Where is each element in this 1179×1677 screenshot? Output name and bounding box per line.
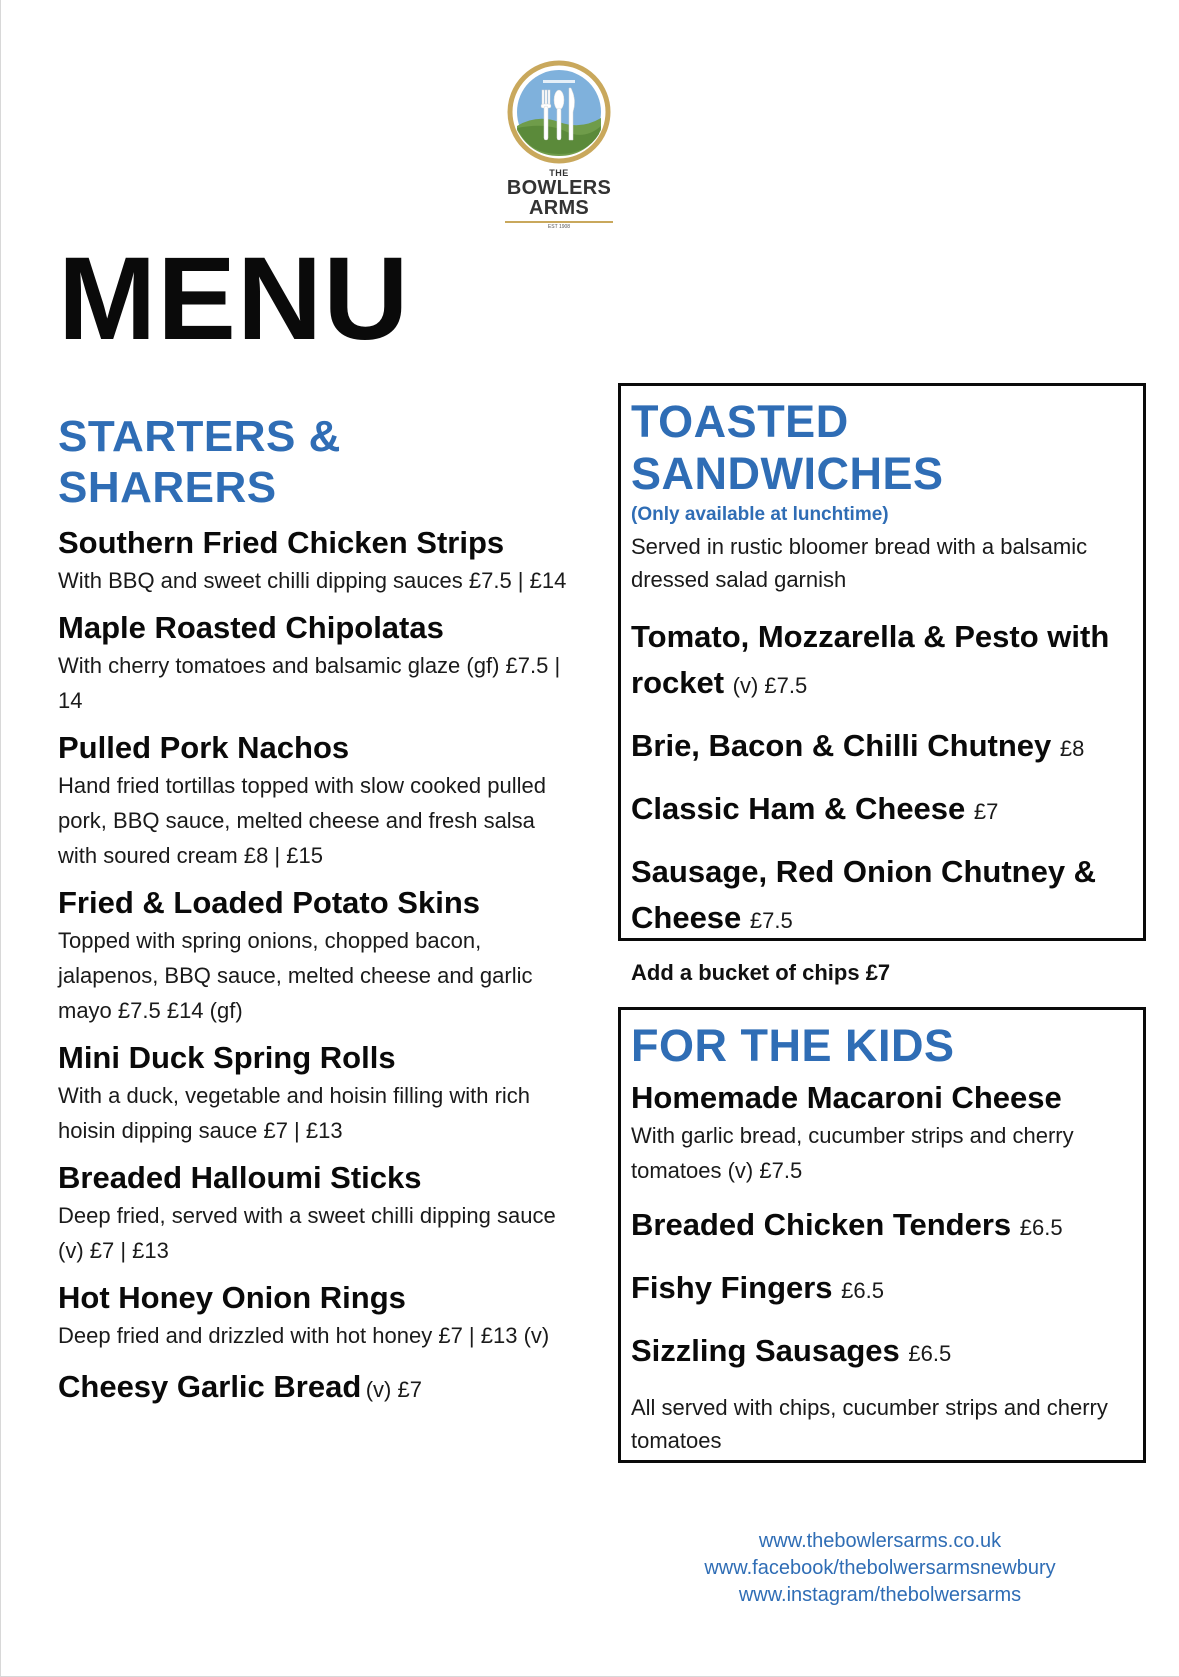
item-name: Sausage, Red Onion Chutney & Cheese [631, 854, 1097, 935]
menu-item [631, 1328, 1133, 1377]
menu-item [631, 723, 1133, 772]
item-name: Breaded Chicken Tenders [631, 1207, 1012, 1242]
menu-item [631, 786, 1133, 835]
starters-heading: STARTERS & SHARERS [58, 412, 341, 512]
sandwiches-section [618, 383, 1146, 985]
item-name: Mini Duck Spring Rolls [58, 1040, 396, 1076]
menu-item [58, 1158, 568, 1268]
website-link[interactable]: www.thebowlersarms.co.uk [758, 1530, 1002, 1552]
item-desc: With garlic bread, cucumber strips and cherry tomatoes (v) £7.5 [631, 1123, 1074, 1183]
menu-item [58, 1278, 568, 1353]
item-name: Homemade Macaroni Cheese [631, 1080, 1062, 1115]
item-name: Brie, Bacon & Chilli Chutney [631, 728, 1052, 763]
item-price: £7 [973, 799, 999, 824]
menu-item [631, 614, 1133, 709]
item-name: Sizzling Sausages [631, 1333, 900, 1368]
item-desc: Deep fried and drizzled with hot honey £7 | £13 (v) [58, 1323, 550, 1349]
menu-item [58, 523, 568, 598]
item-desc: With cherry tomatoes and balsamic glaze (gf) £7.5 | 14 [58, 653, 561, 714]
menu-item [58, 608, 568, 718]
item-price: £8 [1059, 736, 1085, 761]
logo-rule [505, 221, 613, 223]
item-name: Southern Fried Chicken Strips [58, 525, 505, 561]
item-price: £6.5 [1019, 1215, 1063, 1240]
menu-item [631, 849, 1133, 944]
cutlery-emblem-icon [507, 60, 611, 164]
kids-section [618, 1007, 1146, 1463]
item-desc: Topped with spring onions, chopped bacon, jalapenos, BBQ sauce, melted cheese and garlic mayo £7.5 £14 (gf) [58, 928, 533, 1024]
item-name: Cheesy Garlic Bread [58, 1369, 362, 1405]
sandwiches-desc: Served in rustic bloomer bread with a balsamic dressed salad garnish [631, 534, 1088, 592]
instagram-link[interactable]: www.instagram/thebolwersarms [738, 1584, 1022, 1606]
item-price: (v) £7.5 [732, 673, 808, 698]
menu-item [58, 1038, 568, 1148]
item-name: Hot Honey Onion Rings [58, 1280, 406, 1316]
menu-item [58, 883, 568, 1028]
footer-links [660, 1528, 1100, 1609]
logo-name-line2: ARMS [528, 197, 590, 219]
facebook-link[interactable]: www.facebook/thebolwersarmsnewbury [704, 1557, 1056, 1579]
item-desc: Deep fried, served with a sweet chilli dipping sauce (v) £7 | £13 [58, 1203, 556, 1264]
sandwiches-note: (Only available at lunchtime) [631, 504, 889, 525]
logo-the: THE [549, 168, 569, 178]
logo-est: EST 1908 [547, 224, 571, 230]
menu-item [58, 728, 568, 873]
logo-name-line1: BOWLERS [506, 177, 612, 199]
item-price: £7.5 [749, 908, 793, 933]
menu-item [631, 1202, 1133, 1251]
item-name: Maple Roasted Chipolatas [58, 610, 444, 646]
starters-section [58, 412, 568, 1407]
sandwiches-extra: Add a bucket of chips £7 [631, 960, 891, 985]
item-price: £6.5 [841, 1278, 884, 1303]
logo [505, 60, 613, 232]
menu-item [58, 1367, 568, 1407]
item-name: Pulled Pork Nachos [58, 730, 350, 766]
sandwiches-heading: TOASTED SANDWICHES [631, 396, 944, 499]
item-desc: With BBQ and sweet chilli dipping sauces £7.5 | £14 [58, 568, 567, 594]
item-price: £6.5 [908, 1341, 952, 1366]
item-name: Fishy Fingers [631, 1270, 833, 1305]
item-name: Tomato, Mozzarella & Pesto with rocket [631, 619, 1110, 700]
item-name: Classic Ham & Cheese [631, 791, 966, 826]
item-name: Breaded Halloumi Sticks [58, 1160, 422, 1196]
item-price: (v) £7 [365, 1377, 422, 1403]
menu-item [631, 1265, 1133, 1314]
item-name: Fried & Loaded Potato Skins [58, 885, 480, 921]
item-desc: With a duck, vegetable and hoisin filling with rich hoisin dipping sauce £7 | £13 [58, 1083, 531, 1144]
item-desc: Hand fried tortillas topped with slow cooked pulled pork, BBQ sauce, melted cheese and fresh salsa with soured cream £8 | £15 [58, 773, 546, 869]
page-title: MENU [58, 233, 410, 365]
kids-heading: FOR THE KIDS [631, 1020, 955, 1071]
kids-footer: All served with chips, cucumber strips and cherry tomatoes [631, 1395, 1108, 1453]
